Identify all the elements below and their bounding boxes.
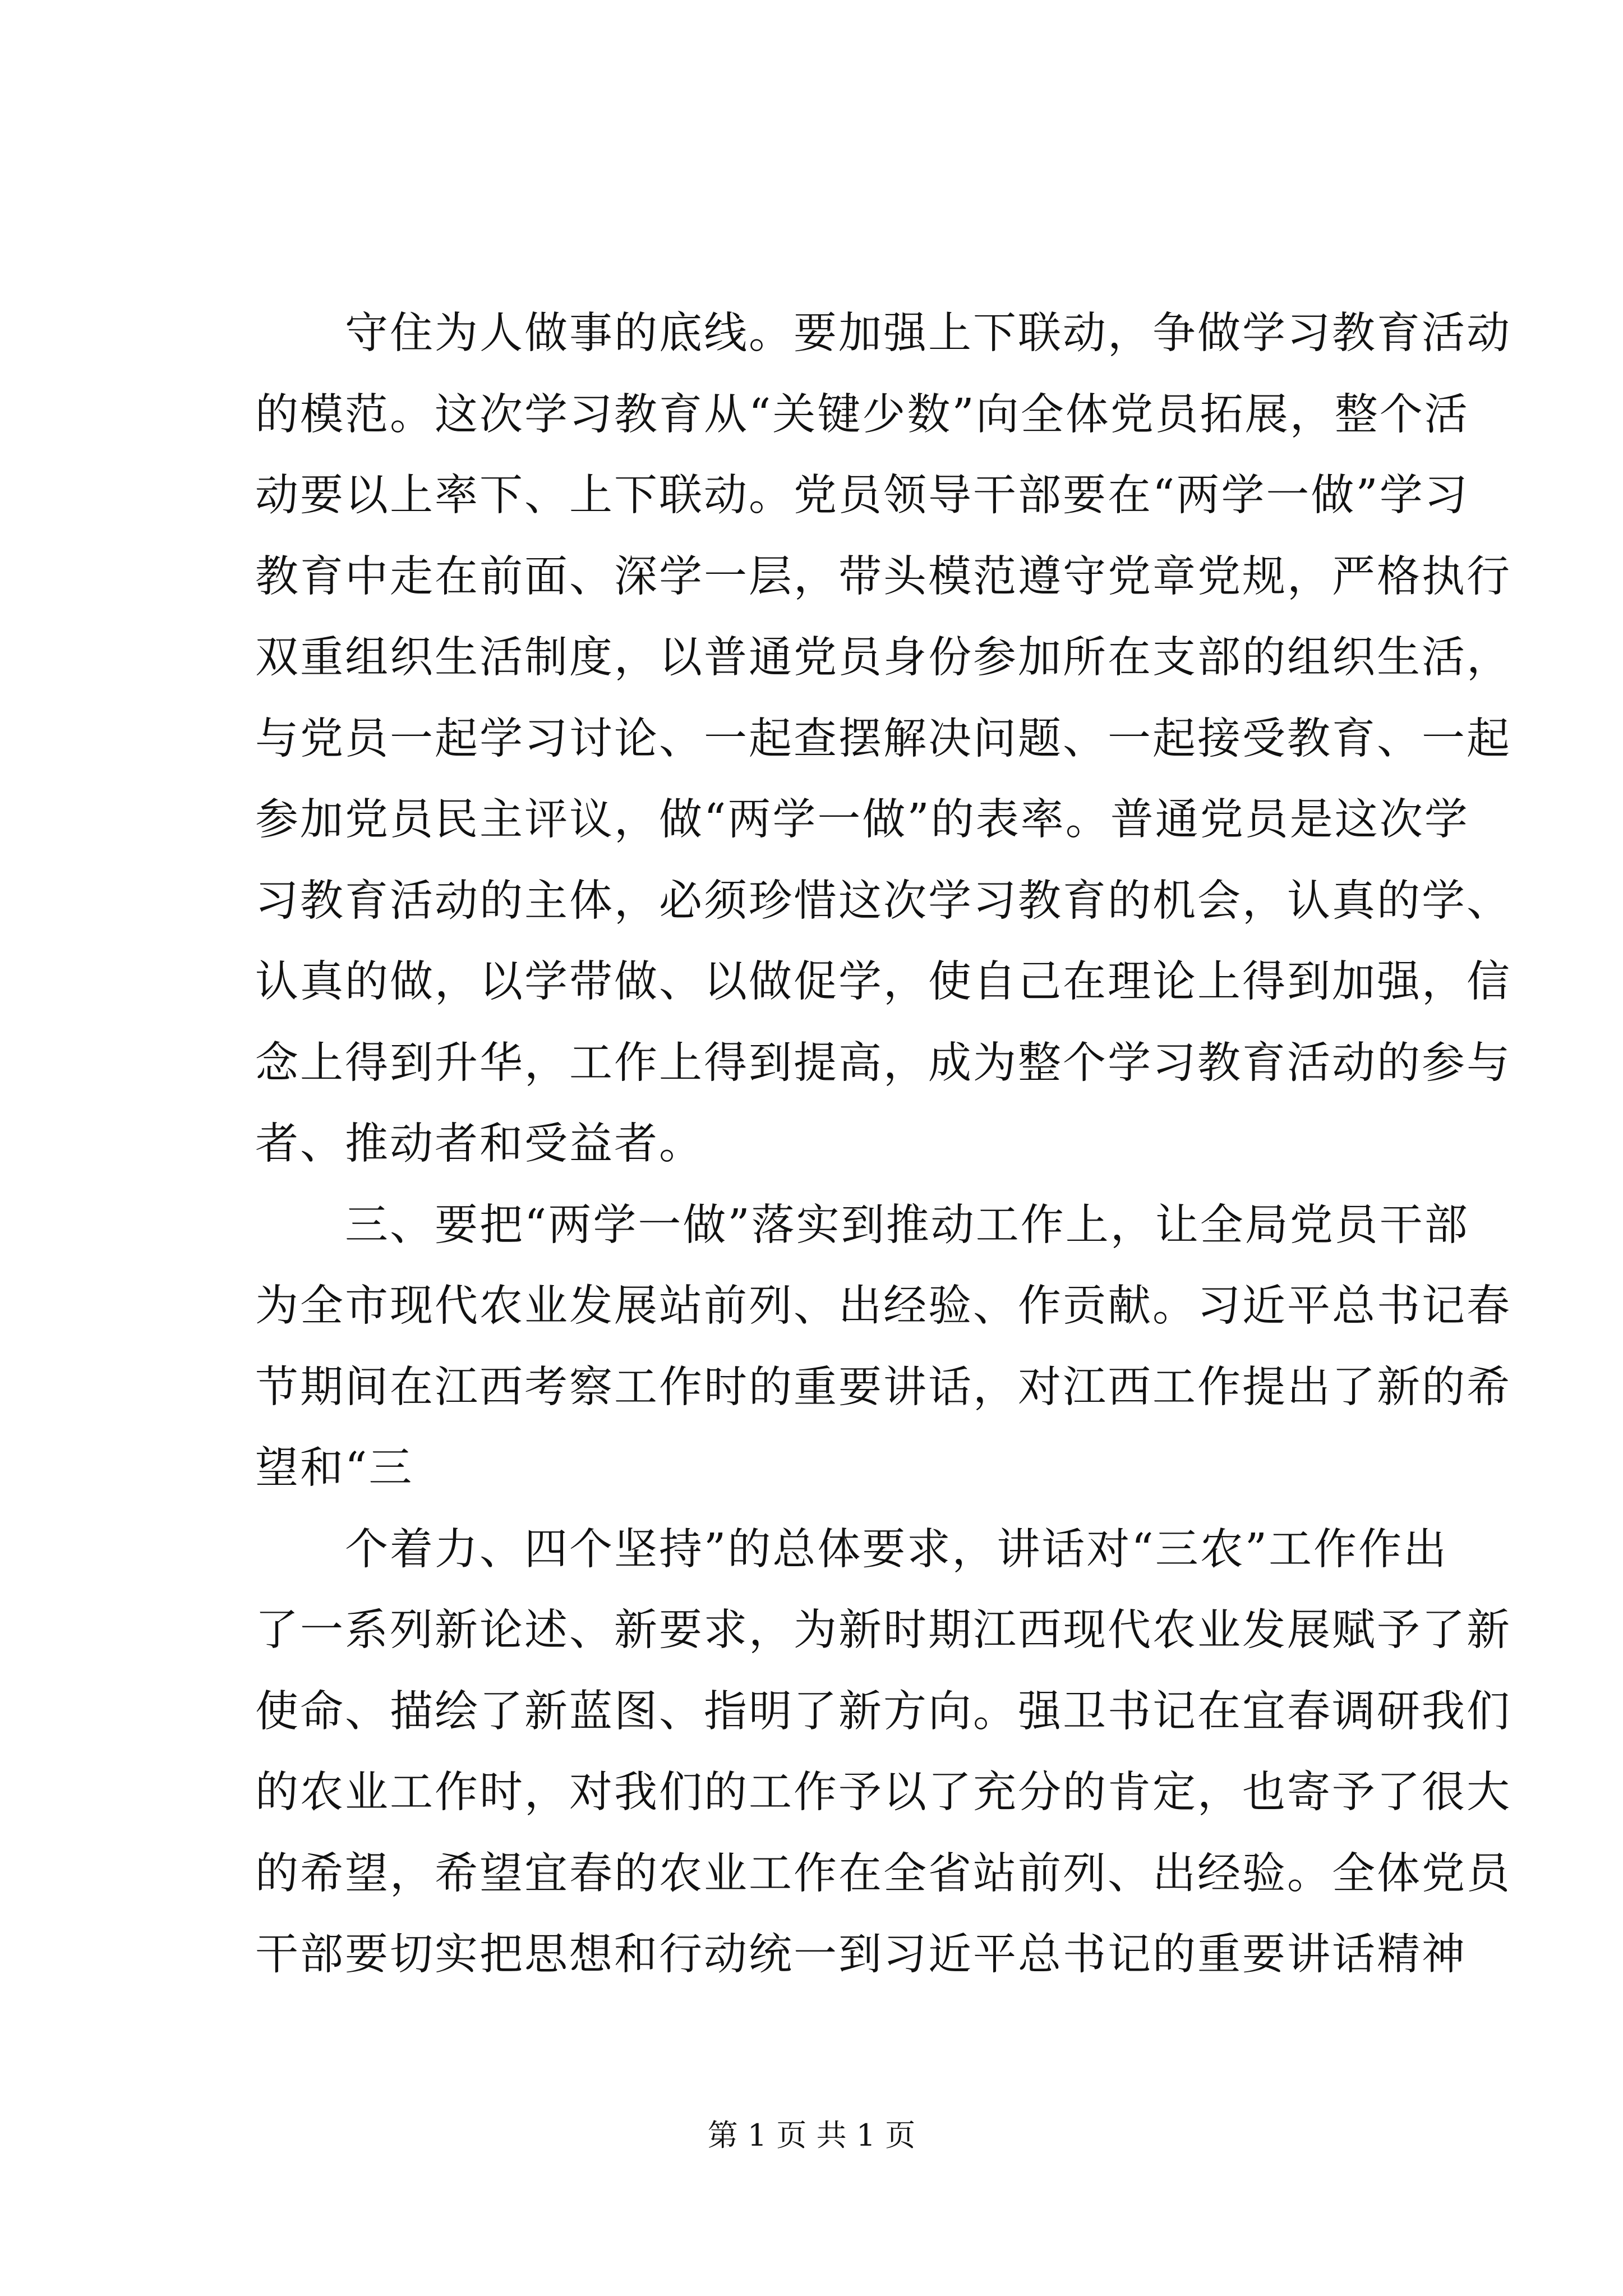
text-line: 的希望，希望宜春的农业工作在全省站前列、出经验。全体党员 — [255, 1848, 1511, 1899]
text-line: 守住为人做事的底线。要加强上下联动，争做学习教育活动 — [345, 309, 1511, 358]
text-line: 三、要把“两学一做”落实到推动工作上，让全局党员干部 — [345, 1200, 1469, 1250]
body-text — [255, 293, 1511, 1996]
page-footer — [0, 2117, 1623, 2154]
text-line: 个着力、四个坚持”的总体要求，讲话对“三农”工作作出 — [345, 1524, 1449, 1575]
text-line: 使命、描绘了新蓝图、指明了新方向。强卫书记在宜春调研我们 — [255, 1686, 1511, 1737]
text-line: 教育中走在前面、深学一层，带头模范遵守党章党规，严格执行 — [255, 551, 1511, 602]
text-line: 与党员一起学习讨论、一起查摆解决问题、一起接受教育、一起 — [255, 714, 1511, 764]
text-line: 干部要切实把思想和行动统一到习近平总书记的重要讲话精神 — [255, 1930, 1467, 1980]
text-line: 节期间在江西考察工作时的重要讲话，对江西工作提出了新的希 — [255, 1362, 1511, 1412]
text-line: 望和“三 — [255, 1443, 414, 1493]
text-line: 了一系列新论述、新要求，为新时期江西现代农业发展赋予了新 — [255, 1605, 1511, 1655]
text-line: 认真的做，以学带做、以做促学，使自己在理论上得到加强，信 — [255, 957, 1511, 1007]
text-line: 参加党员民主评议，做“两学一做”的表率。普通党员是这次学 — [255, 795, 1469, 845]
text-line: 双重组织生活制度，以普通党员身份参加所在支部的组织生活， — [255, 633, 1511, 683]
text-line: 为全市现代农业发展站前列、出经验、作贡献。习近平总书记春 — [255, 1281, 1511, 1331]
text-line: 的模范。这次学习教育从“关键少数”向全体党员拓展，整个活 — [255, 389, 1469, 440]
text-line: 的农业工作时，对我们的工作予以了充分的肯定，也寄予了很大 — [255, 1768, 1511, 1818]
text-line: 动要以上率下、上下联动。党员领导干部要在“两学一做”学习 — [255, 471, 1469, 521]
text-line: 习教育活动的主体，必须珍惜这次学习教育的机会，认真的学、 — [255, 876, 1511, 926]
page-number: 第 1 页 共 1 页 — [707, 2118, 916, 2153]
text-line: 者、推动者和受益者。 — [255, 1119, 704, 1169]
text-line: 念上得到升华，工作上得到提高，成为整个学习教育活动的参与 — [255, 1038, 1511, 1088]
